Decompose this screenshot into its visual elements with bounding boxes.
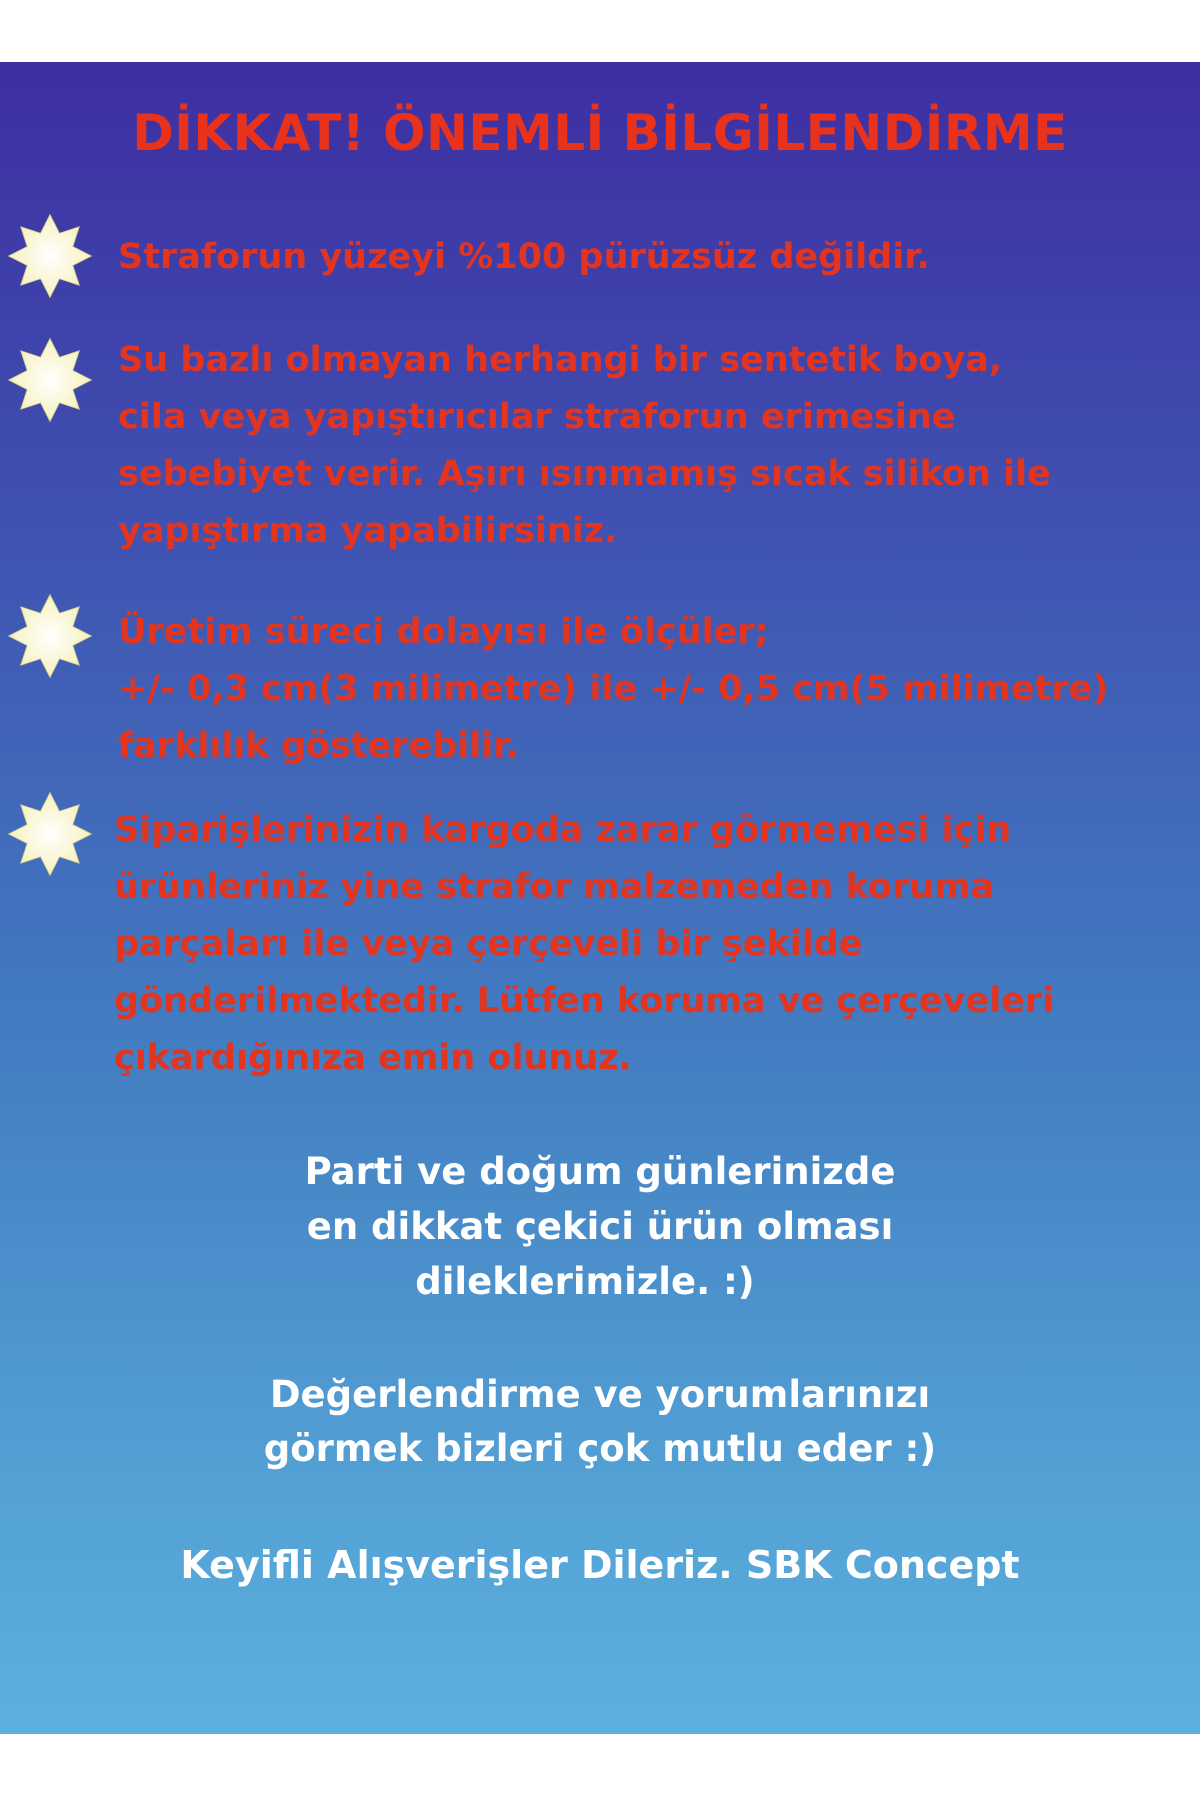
info-line: çıkardığınıza emin olunuz. (114, 1038, 632, 1078)
info-item-text (118, 229, 930, 286)
star-icon (6, 592, 94, 680)
review-line: görmek bizleri çok mutlu eder :) (263, 1427, 937, 1470)
info-line: +/- 0,3 cm(3 milimetre) ile +/- 0,5 cm(5 milimetre) (118, 669, 1109, 709)
info-line: farklılık gösterebilir. (118, 726, 519, 766)
star-icon (6, 790, 94, 878)
star-icon (6, 212, 94, 300)
poster-title: DİKKAT! ÖNEMLİ BİLGİLENDİRME (132, 104, 1068, 162)
info-line: ürünleriniz yine strafor malzemeden koruma (114, 867, 995, 907)
info-item-text (118, 332, 1051, 560)
signoff-message: Keyifli Alışverişler Dileriz. SBK Concept (180, 1543, 1020, 1587)
wishes-message (0, 1144, 1200, 1309)
info-line: cila veya yapıştırıcılar straforun erimesine (118, 397, 956, 437)
wishes-line: Parti ve doğum günlerinizde (304, 1150, 896, 1193)
info-line: yapıştırma yapabilirsiniz. (118, 511, 618, 551)
info-poster (0, 62, 1200, 1734)
info-line: Su bazlı olmayan herhangi bir sentetik boya, (118, 340, 1003, 380)
info-line: sebebiyet verir. Aşırı ısınmamış sıcak silikon ile (118, 454, 1051, 494)
info-line: gönderilmektedir. Lütfen koruma ve çerçeveleri (114, 981, 1055, 1021)
review-line: Değerlendirme ve yorumlarınızı (269, 1373, 931, 1416)
info-item-text (114, 802, 1054, 1087)
wishes-line: dileklerimizle. :) (415, 1260, 755, 1303)
info-line: Straforun yüzeyi %100 pürüzsüz değildir. (118, 237, 930, 277)
wishes-line: en dikkat çekici ürün olması (306, 1205, 894, 1248)
info-item-text (118, 604, 1108, 775)
info-line: Üretim süreci dolayısı ile ölçüler; (118, 612, 769, 652)
info-line: Siparişlerinizin kargoda zarar görmemesi için (114, 810, 1012, 850)
review-message (0, 1368, 1200, 1476)
info-line: parçaları ile veya çerçeveli bir şekilde (114, 924, 863, 964)
star-icon (6, 336, 94, 424)
